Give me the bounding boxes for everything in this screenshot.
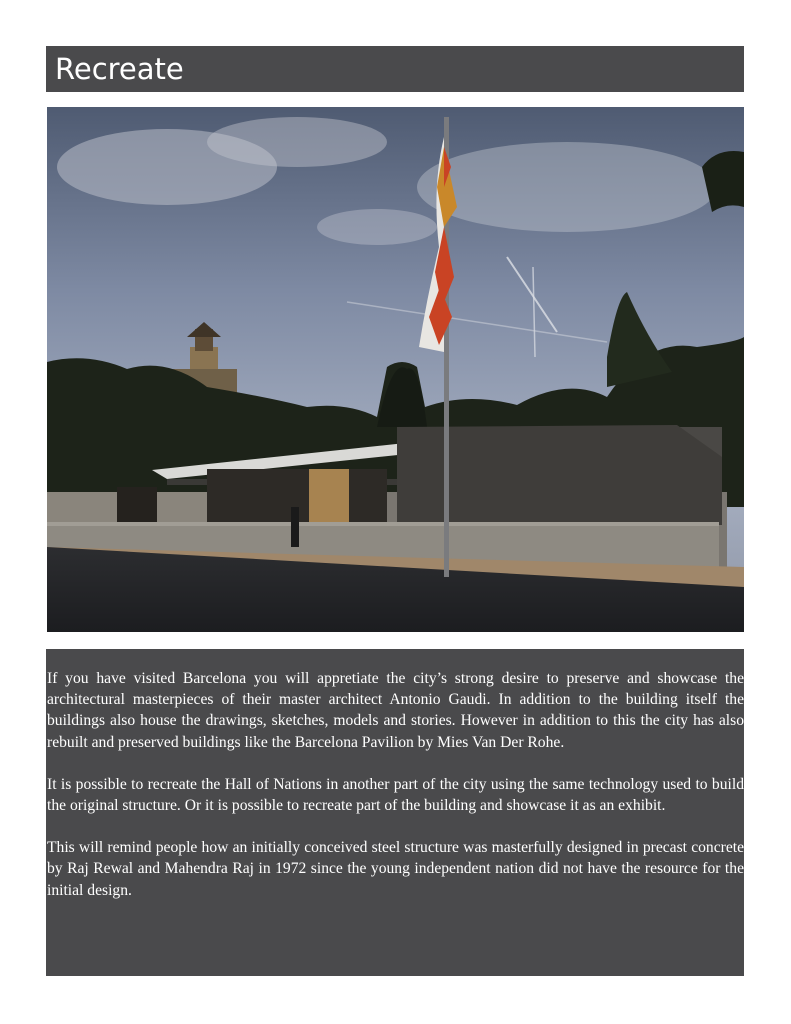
pavilion-photo	[47, 107, 744, 632]
paragraph: It is possible to recreate the Hall of Nations in another part of the city using the same technology used to build the original structure. Or it is possible to recreate part of the building and showcase it as an exhibit.	[47, 775, 744, 815]
paragraph: If you have visited Barcelona you will appretiate the city’s strong desire to preserve and showcase the architectural masterpieces of their master architect Antonio Gaudi. In addition to the building itself the buildings also house the drawings, sketches, models and stories. However in addition to this the city has also rebuilt and preserved buildings like the Barcelona Pavilion by Mies Van Der Rohe.	[47, 670, 744, 751]
body-text	[46, 649, 744, 976]
page-title: Recreate	[46, 46, 744, 92]
paragraph: This will remind people how an initially conceived steel structure was masterfully designed in precast concrete by Raj Rewal and Mahendra Raj in 1972 since the young independent nation did not have the resource for the initial design.	[47, 839, 744, 899]
